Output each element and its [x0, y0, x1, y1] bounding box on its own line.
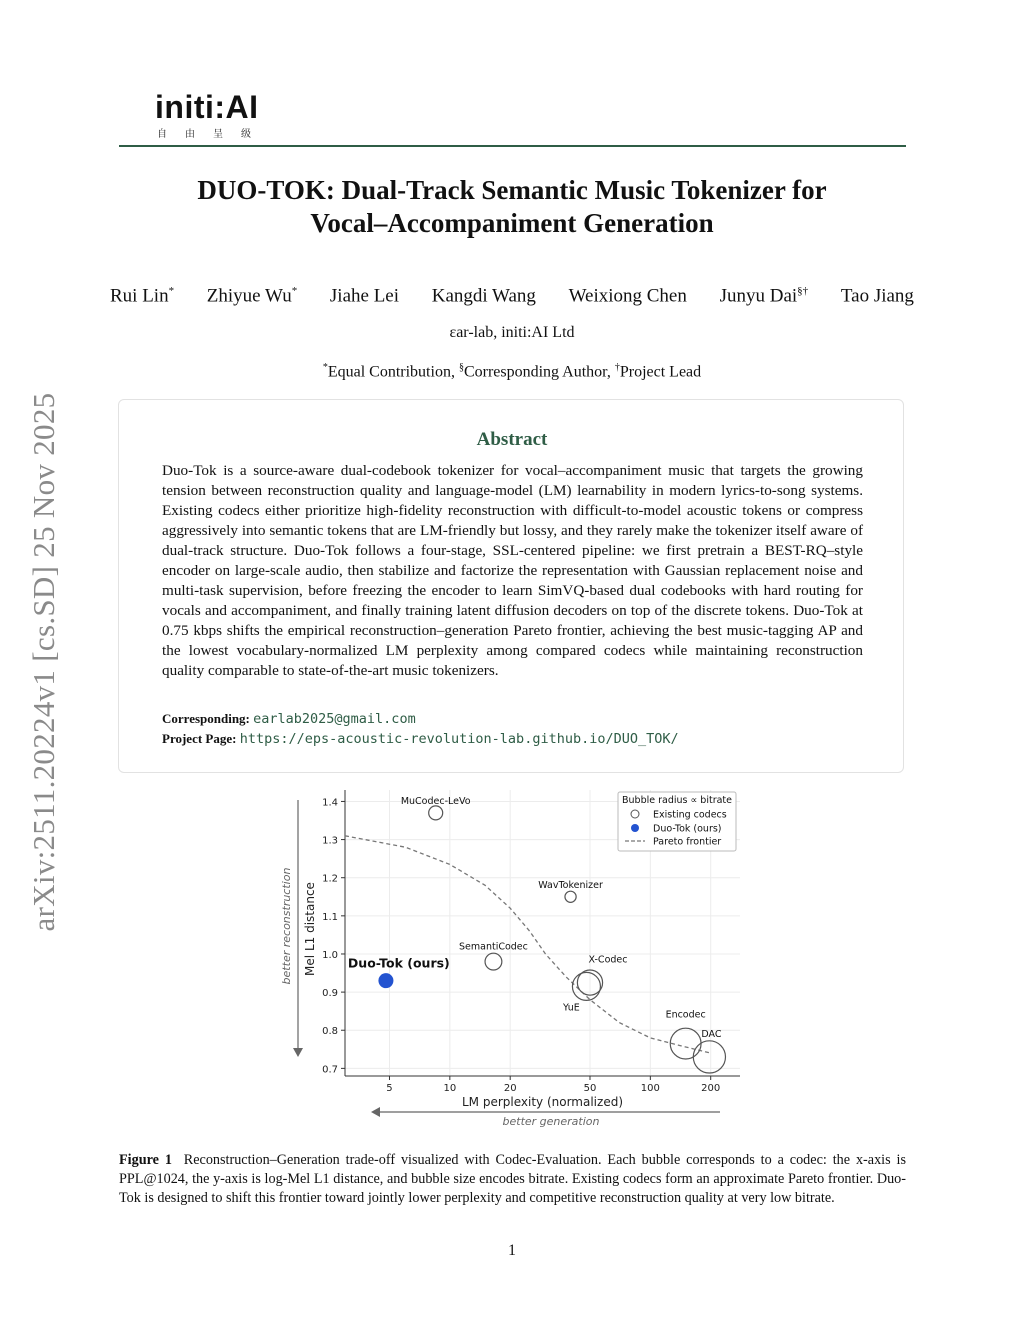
y-direction-label: better reconstruction: [280, 867, 293, 985]
title-line-2: Vocal–Accompaniment Generation: [310, 208, 714, 238]
data-point-label: X-Codec: [588, 954, 628, 966]
title-line-1: DUO-TOK: Dual-Track Semantic Music Tokenizer for: [197, 175, 827, 205]
logo-subtitle: 自由呈级: [157, 129, 269, 140]
abstract-heading: Abstract: [476, 429, 548, 450]
email-link[interactable]: earlab2025@gmail.com: [253, 711, 416, 727]
legend-label: Pareto frontier: [653, 836, 722, 848]
legend-label: Duo-Tok (ours): [653, 823, 722, 835]
author: Rui Lin*: [110, 285, 175, 307]
data-point-bubble: [429, 806, 443, 820]
x-direction-label: better generation: [502, 1115, 600, 1128]
y-tick-label: 1.0: [322, 949, 338, 961]
legend-label: Existing codecs: [653, 809, 727, 821]
author: Weixiong Chen: [568, 285, 687, 307]
data-point-duo-tok: [378, 973, 393, 988]
project-page-line: Project Page: https://eps-acoustic-revolution-lab.github.io/DUO_TOK/: [162, 731, 679, 747]
data-point-label: Encodec: [665, 1009, 706, 1021]
data-point-bubble: [670, 1028, 701, 1059]
data-point-label: DAC: [701, 1028, 722, 1040]
x-tick-label: 5: [386, 1083, 393, 1094]
author: Kangdi Wang: [431, 285, 536, 307]
y-tick-label: 0.9: [322, 988, 338, 1000]
author: Junyu Dai§†: [719, 285, 809, 307]
logo: initi:AI: [155, 89, 259, 125]
project-page-link[interactable]: https://eps-acoustic-revolution-lab.github.io/DUO_TOK/: [239, 731, 679, 747]
y-axis-label: Mel L1 distance: [303, 882, 317, 976]
x-tick-label: 20: [503, 1083, 517, 1094]
x-tick-label: 200: [701, 1083, 721, 1094]
arxiv-watermark: arXiv:2511.20224v1 [cs.SD] 25 Nov 2025: [26, 392, 61, 932]
x-tick-label: 10: [443, 1083, 457, 1094]
data-point-label: YuE: [563, 1002, 580, 1014]
data-point-bubble: [572, 972, 600, 1000]
figure-caption: Figure 1 Reconstruction–Generation trade-off visualized with Codec-Evaluation. Each bubble corresponds to a codec: the x-axis is PPL@1024, the y-axis is log-Mel L1 distance, and bubble size encodes bitrate. Existing codecs form an approximate Pareto frontier. Duo-Tok is designed to shift this frontier toward jointly lower perplexity and competitive reconstruction quality at very low bitrate.: [119, 1152, 907, 1206]
legend-title: Bubble radius ∝ bitrate: [622, 795, 732, 806]
y-tick-label: 1.2: [322, 873, 338, 885]
data-point-label: Duo-Tok (ours): [347, 955, 450, 971]
reconstruction-arrow-head: [293, 1048, 303, 1057]
data-point-label: MuCodec-LeVo: [400, 795, 471, 807]
x-axis-label: LM perplexity (normalized): [461, 1095, 624, 1109]
x-tick-label: 50: [583, 1083, 597, 1094]
page-number: 1: [508, 1242, 516, 1259]
y-tick-label: 1.3: [322, 835, 338, 847]
y-tick-label: 1.1: [322, 911, 338, 923]
affiliation: εar-lab, initi:AI Ltd: [449, 324, 575, 341]
abstract-body: Duo-Tok is a source-aware dual-codebook tokenizer for vocal–accompaniment music that targets the growing tension between reconstruction quality and language-model (LM) learnability in modern lyrics-to-song systems. Existing codecs either prioritize high-fidelity reconstruction with difficult-to-model acoustic tokens or compress aggressively into semantic tokens that are LM-friendly but lossy, and they rarely make the tokenizer itself aware of dual-track structure. Duo-Tok follows a four-stage, SSL-centered pipeline: we first pretrain a BEST-RQ–style encoder on large-scale audio, then stabilize and factorize the representation with Gaussian replacement noise and multi-task supervision, before freezing the encoder to learn SimVQ-based dual codebooks with hard routing for vocals and accompaniment, and finally training latent diffusion decoders on top of the discrete tokens. Duo-Tok at 0.75 kbps shifts the empirical reconstruction–generation Pareto frontier, achieving the best music-tagging AP and the lowest vocabulary-normalized LM perplexity among compared codecs while maintaining reconstruction quality comparable to state-of-the-art music tokenizers.: [162, 462, 863, 679]
y-tick-label: 0.8: [322, 1026, 338, 1038]
data-point-bubble: [565, 891, 576, 902]
y-tick-label: 1.4: [322, 797, 338, 809]
generation-arrow-head: [371, 1107, 380, 1117]
y-tick-label: 0.7: [322, 1064, 338, 1076]
author: Tao Jiang: [840, 285, 914, 307]
corresponding-line: Corresponding: earlab2025@gmail.com: [162, 711, 416, 727]
x-tick-label: 100: [640, 1083, 660, 1094]
data-point-label: WavTokenizer: [538, 879, 603, 891]
data-point-bubble: [485, 953, 502, 970]
data-point-label: SemantiCodec: [459, 941, 528, 953]
legend-marker-ours: [631, 824, 639, 832]
author: Jiahe Lei: [329, 285, 400, 307]
author-notes: *Equal Contribution, §Corresponding Author, †Project Lead: [322, 362, 702, 381]
author: Zhiyue Wu*: [206, 285, 298, 307]
